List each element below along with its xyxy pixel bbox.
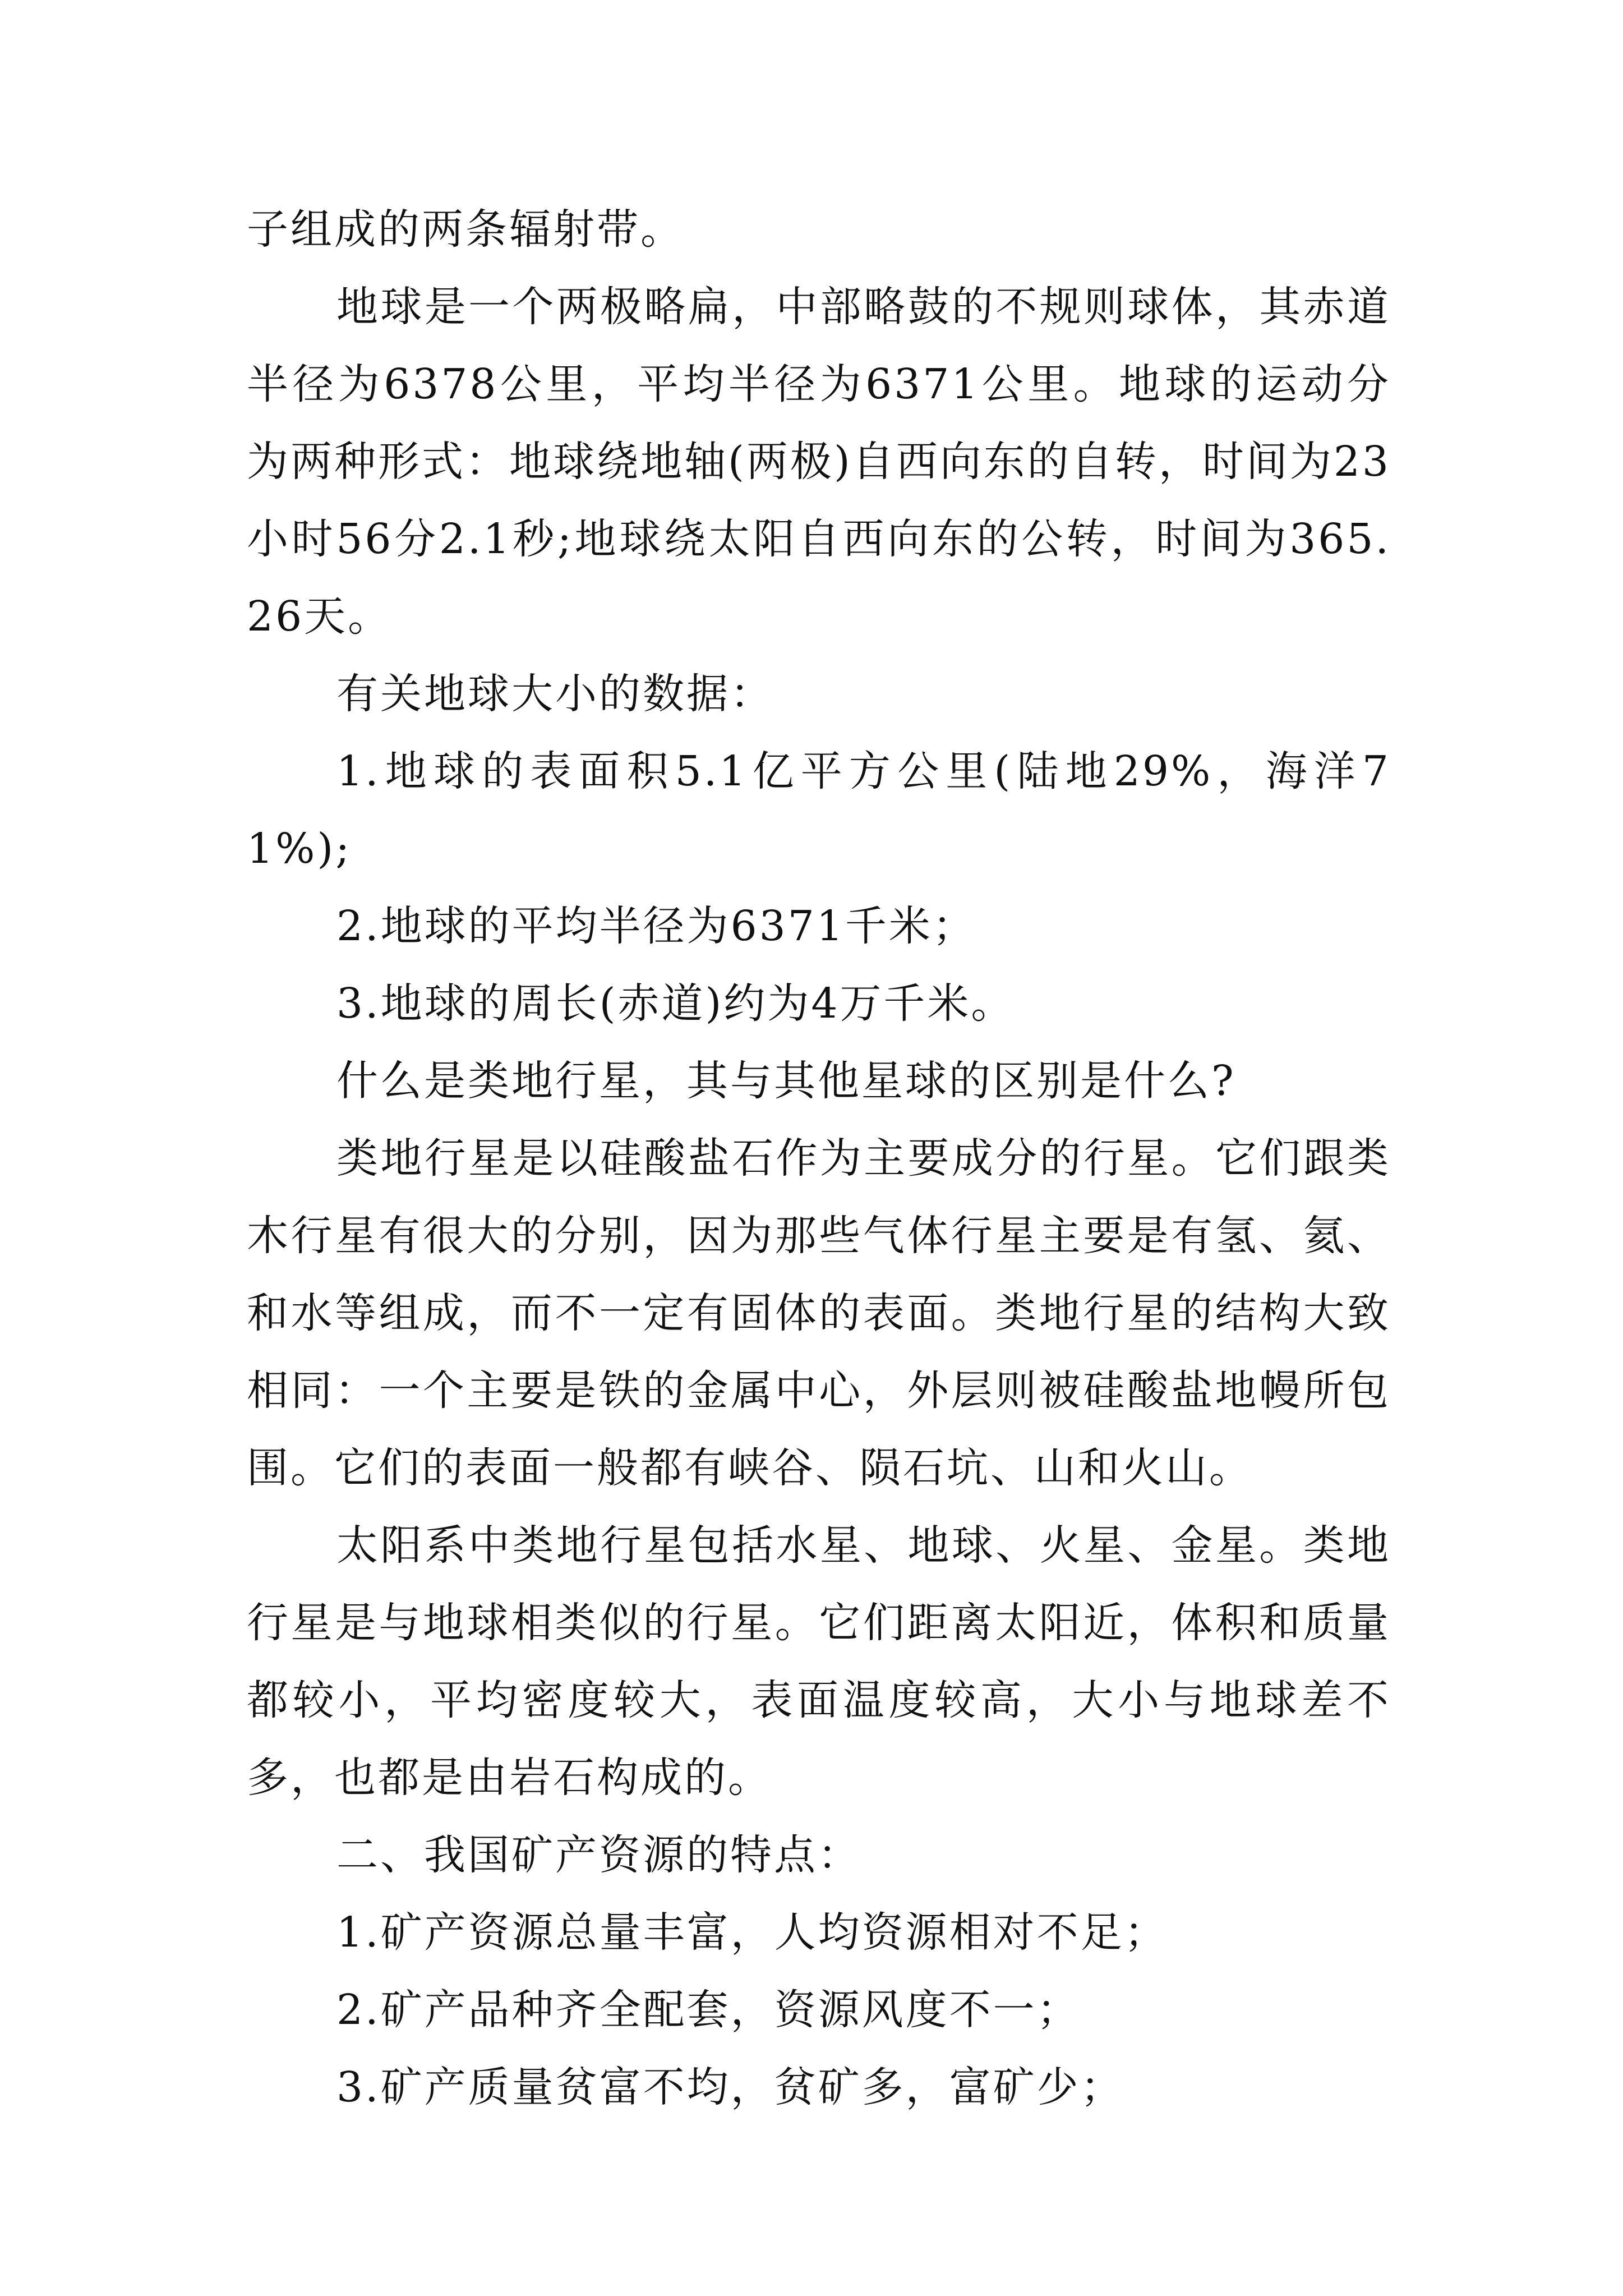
list-item-resource-quality: 3.矿产质量贫富不均，贫矿多，富矿少； xyxy=(336,2063,1124,2111)
list-item-mean-radius: 2.地球的平均半径为6371千米； xyxy=(336,902,976,950)
document-page xyxy=(247,191,1391,2126)
list-item-resource-variety: 2.矿产品种齐全配套，资源风度不一； xyxy=(336,1986,1081,2034)
list-item-circumference: 3.地球的周长(赤道)约为4万千米。 xyxy=(336,979,1015,1028)
paragraph-radiation-belts: 子组成的两条辐射带。 xyxy=(247,205,684,254)
list-item-surface-area: 1.地球的表面积5.1亿平方公里(陆地29%，海洋71%); xyxy=(247,747,1391,873)
paragraph-earth-shape-motion: 地球是一个两极略扁，中部略鼓的不规则球体，其赤道半径为6378公里，平均半径为6371公里。地球的运动分为两种形式：地球绕地轴(两极)自西向东的自转，时间为23小时56分2.1秒;地球绕太阳自西向东的公转，时间为365.26天。 xyxy=(247,283,1391,641)
paragraph-terrestrial-planet-question: 什么是类地行星，其与其他星球的区别是什么? xyxy=(336,1057,1236,1105)
paragraph-solar-system-terrestrial-planets: 太阳系中类地行星包括水星、地球、火星、金星。类地行星是与地球相类似的行星。它们距离太阳近，体积和质量都较小，平均密度较大，表面温度较高，大小与地球差不多，也都是由岩石构成的。 xyxy=(247,1521,1391,1802)
paragraph-earth-size-heading: 有关地球大小的数据： xyxy=(336,670,774,718)
list-item-resource-total: 1.矿产资源总量丰富，人均资源相对不足； xyxy=(336,1908,1168,1957)
paragraph-mineral-resources-heading: 二、我国矿产资源的特点： xyxy=(336,1831,861,1879)
paragraph-terrestrial-planet-definition: 类地行星是以硅酸盐石作为主要成分的行星。它们跟类木行星有很大的分别，因为那些气体行星主要是有氢、氦、和水等组成，而不一定有固体的表面。类地行星的结构大致相同：一个主要是铁的金属中心，外层则被硅酸盐地幔所包围。它们的表面一般都有峡谷、陨石坑、山和火山。 xyxy=(247,1134,1391,1492)
